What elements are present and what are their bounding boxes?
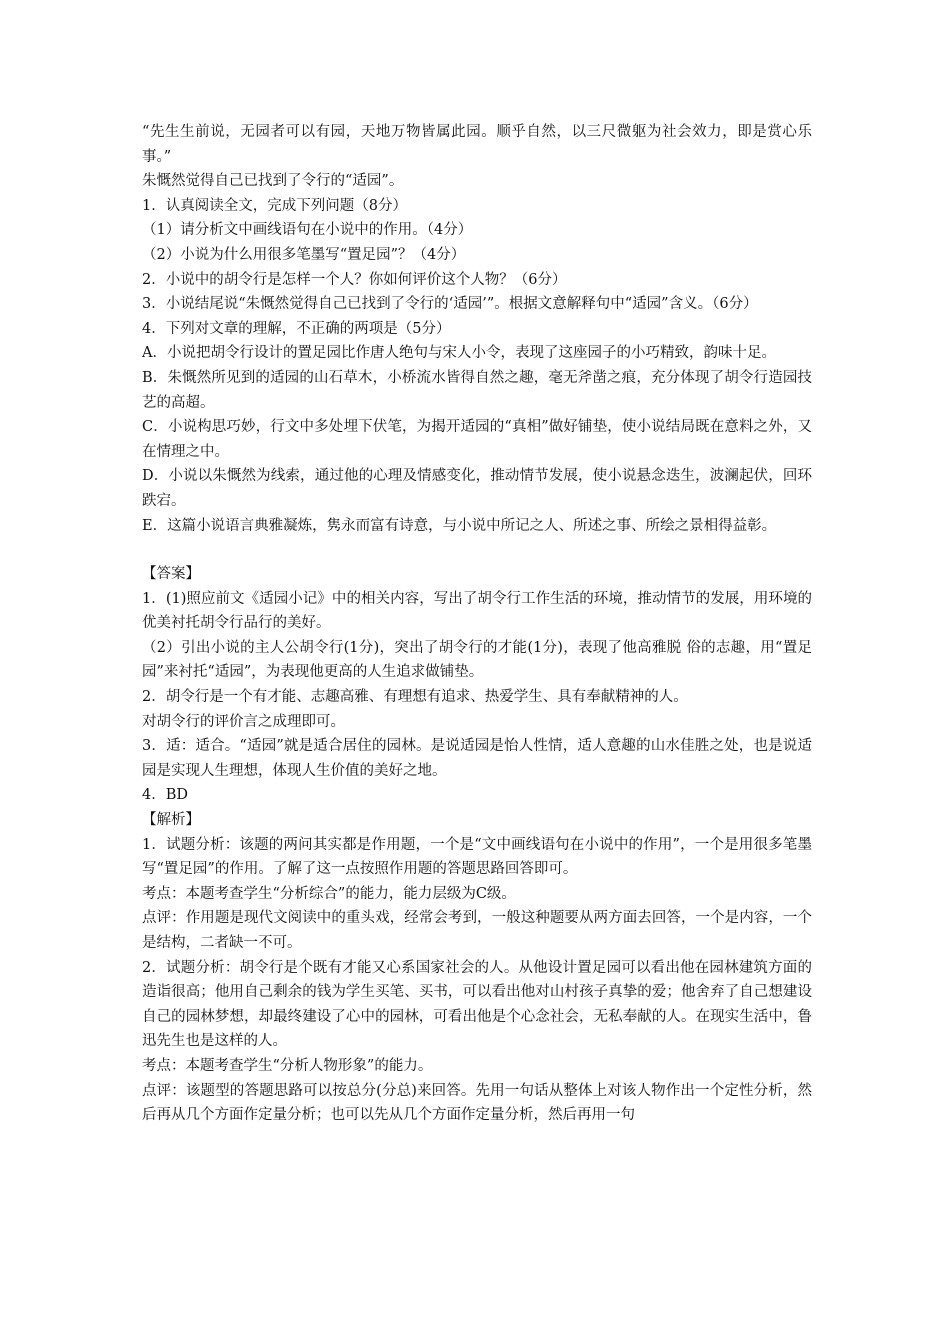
answer-heading: 【答案】: [142, 566, 200, 583]
question: 4．下列对文章的理解，不正确的两项是（5分）: [142, 320, 451, 337]
answer-item: 对胡令行的评价言之成理即可。: [142, 713, 345, 730]
answer-item: 1．(1)照应前文《适园小记》中的相关内容，写出了胡令行工作生活的环境，推动情节的发展，用环境的优美衬托胡令行品行的美好。: [142, 590, 812, 632]
answer-list: [142, 587, 812, 808]
paragraph: “先生生前说，无园者可以有园，天地万物皆属此园。顺乎自然，以三尺微躯为社会效力，即是赏心乐事。”: [142, 124, 812, 165]
question: 3．小说结尾说“朱慨然觉得自己已找到了令行的‘适园’”。根据文意解释句中“适园”含义。（6分）: [142, 296, 758, 313]
analysis-item: 点评：该题型的答题思路可以按总分(分总)来回答。先用一句话从整体上对该人物作出一个定性分析，然后再从几个方面作定量分析；也可以先从几个方面作定量分析，然后再用一句: [142, 1082, 812, 1124]
answer-item: 4．BD: [142, 787, 189, 804]
answer-item: 2．胡令行是一个有才能、志趣高雅、有理想有追求、热爱学生、具有奉献精神的人。: [142, 689, 688, 706]
option: B．朱慨然所见到的适园的山石草木，小桥流水皆得自然之趣，毫无斧凿之痕，充分体现了胡令行造园技艺的高超。: [142, 369, 812, 411]
question: （1）请分析文中画线语句在小说中的作用。（4分）: [142, 222, 473, 239]
analysis-item: 点评：作用题是现代文阅读中的重头戏，经常会考到，一般这种题要从两方面去回答，一个是内容，一个是结构，二者缺一不可。: [142, 910, 812, 951]
option: D．小说以朱慨然为线索，通过他的心理及情感变化，推动情节发展，使小说悬念迭生，波澜起伏，回环跌宕。: [142, 468, 812, 509]
option: C．小说构思巧妙，行文中多处埋下伏笔，为揭开适园的“真相”做好铺垫，使小说结局既在意料之外，又在情理之中。: [142, 419, 812, 460]
question: 2．小说中的胡令行是怎样一个人？你如何评价这个人物？（6分）: [142, 271, 567, 288]
question: 1．认真阅读全文，完成下列问题（8分）: [142, 197, 407, 214]
analysis-item: 考点：本题考查学生“分析人物形象”的能力。: [142, 1057, 433, 1074]
paragraph: 朱慨然觉得自己已找到了令行的“适园”。: [142, 173, 404, 190]
answer-item: 3．适：适合。“适园”就是适合居住的园林。是说适园是怡人性情，适人意趣的山水佳胜之处，也是说适园是实现人生理想，体现人生价值的美好之地。: [142, 738, 812, 779]
answer-item: （2）引出小说的主人公胡令行(1分)，突出了胡令行的才能(1分)，表现了他高雅脱 俗的志趣，用“置足园”来衬托“适园”，为表现他更高的人生追求做铺垫。: [142, 639, 812, 681]
analysis-list: [142, 833, 812, 1128]
analysis-item: 1．试题分析：该题的两问其实都是作用题，一个是“文中画线语句在小说中的作用”，一个是用很多笔墨写“置足园”的作用。了解了这一点按照作用题的答题思路回答即可。: [142, 836, 812, 878]
option: A．小说把胡令行设计的置足园比作唐人绝句与宋人小令，表现了这座园子的小巧精致，韵味十足。: [142, 345, 776, 362]
question-list: [142, 194, 812, 538]
spacer: [142, 538, 812, 562]
passage-tail: [142, 120, 812, 194]
analysis-item: 2．试题分析：胡令行是个既有才能又心系国家社会的人。从他设计置足园可以看出他在园林建筑方面的造诣很高；他用自己剩余的钱为学生买笔、买书，可以看出他对山村孩子真挚的爱；他舍弃了自己想建设自己的园林梦想，却最终建设了心中的园林，可看出他是个心念社会，无私奉献的人。在现实生活中，鲁迅先生也是这样的人。: [142, 959, 812, 1050]
document-page: [142, 120, 812, 1128]
question: （2）小说为什么用很多笔墨写“置足园”？（4分）: [142, 246, 466, 263]
option: E．这篇小说语言典雅凝炼，隽永而富有诗意，与小说中所记之人、所述之事、所绘之景相得益彰。: [142, 517, 777, 534]
analysis-heading: 【解析】: [142, 812, 200, 829]
analysis-item: 考点：本题考查学生“分析综合”的能力，能力层级为C级。: [142, 885, 516, 902]
